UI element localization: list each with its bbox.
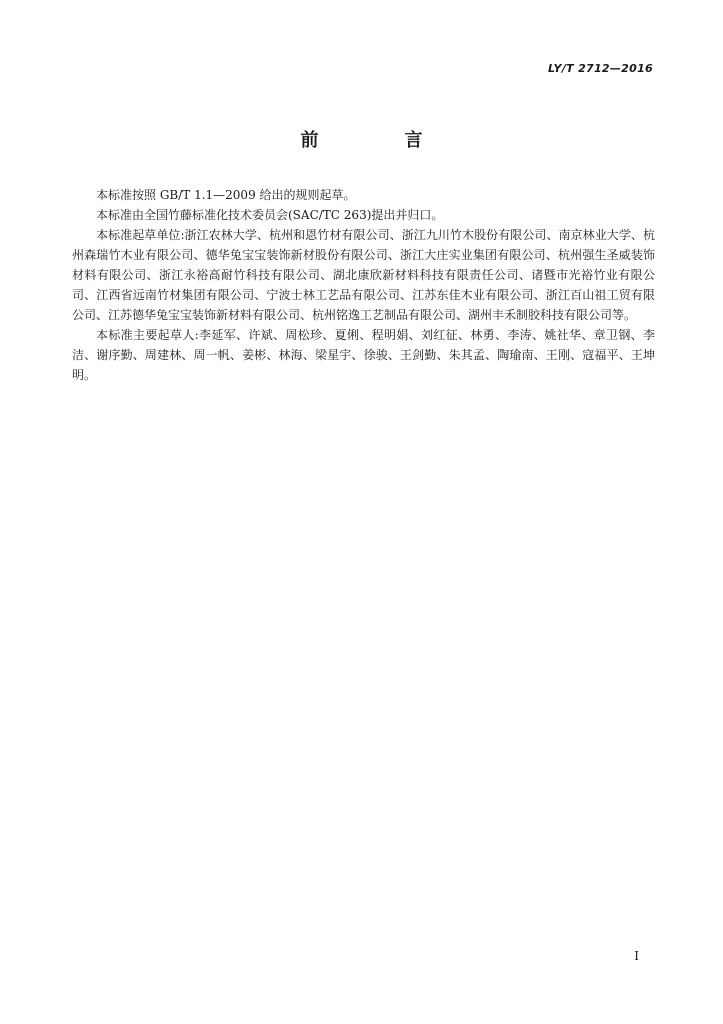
- standard-code: LY/T 2712—2016: [547, 62, 653, 75]
- foreword-body: [72, 185, 655, 385]
- paragraph-drafters: 本标准主要起草人:李延军、许斌、周松珍、夏俐、程明娟、刘红征、林勇、李涛、姚社华、章卫钢、李洁、谢序勤、周建林、周一帆、姜彬、林海、梁星宇、徐骏、王剑勤、朱其孟、陶瑜南、王刚、寇福平、王坤明。: [72, 328, 655, 382]
- paragraph-proposer: 本标准由全国竹藤标准化技术委员会(SAC/TC 263)提出并归口。: [96, 208, 444, 222]
- paragraph-drafting-rules: 本标准按照 GB/T 1.1—2009 给出的规则起草。: [96, 188, 356, 202]
- page-title: 前 言: [300, 130, 457, 151]
- paragraph-drafting-units: 本标准起草单位:浙江农林大学、杭州和恩竹材有限公司、浙江九川竹木股份有限公司、南京林业大学、杭州森瑞竹木业有限公司、德华兔宝宝装饰新材股份有限公司、浙江大庄实业集团有限公司、杭州强生圣威装饰材料有限公司、浙江永裕高耐竹科技有限公司、湖北康欣新材料科技有限责任公司、诸暨市光裕竹业有限公司、江西省远南竹材集团有限公司、宁波士林工艺品有限公司、江苏东佳木业有限公司、浙江百山祖工贸有限公司、江苏德华兔宝宝装饰新材料有限公司、杭州铭逸工艺制品有限公司、湖州丰禾制胶科技有限公司等。: [72, 228, 655, 322]
- page-number: I: [634, 949, 639, 963]
